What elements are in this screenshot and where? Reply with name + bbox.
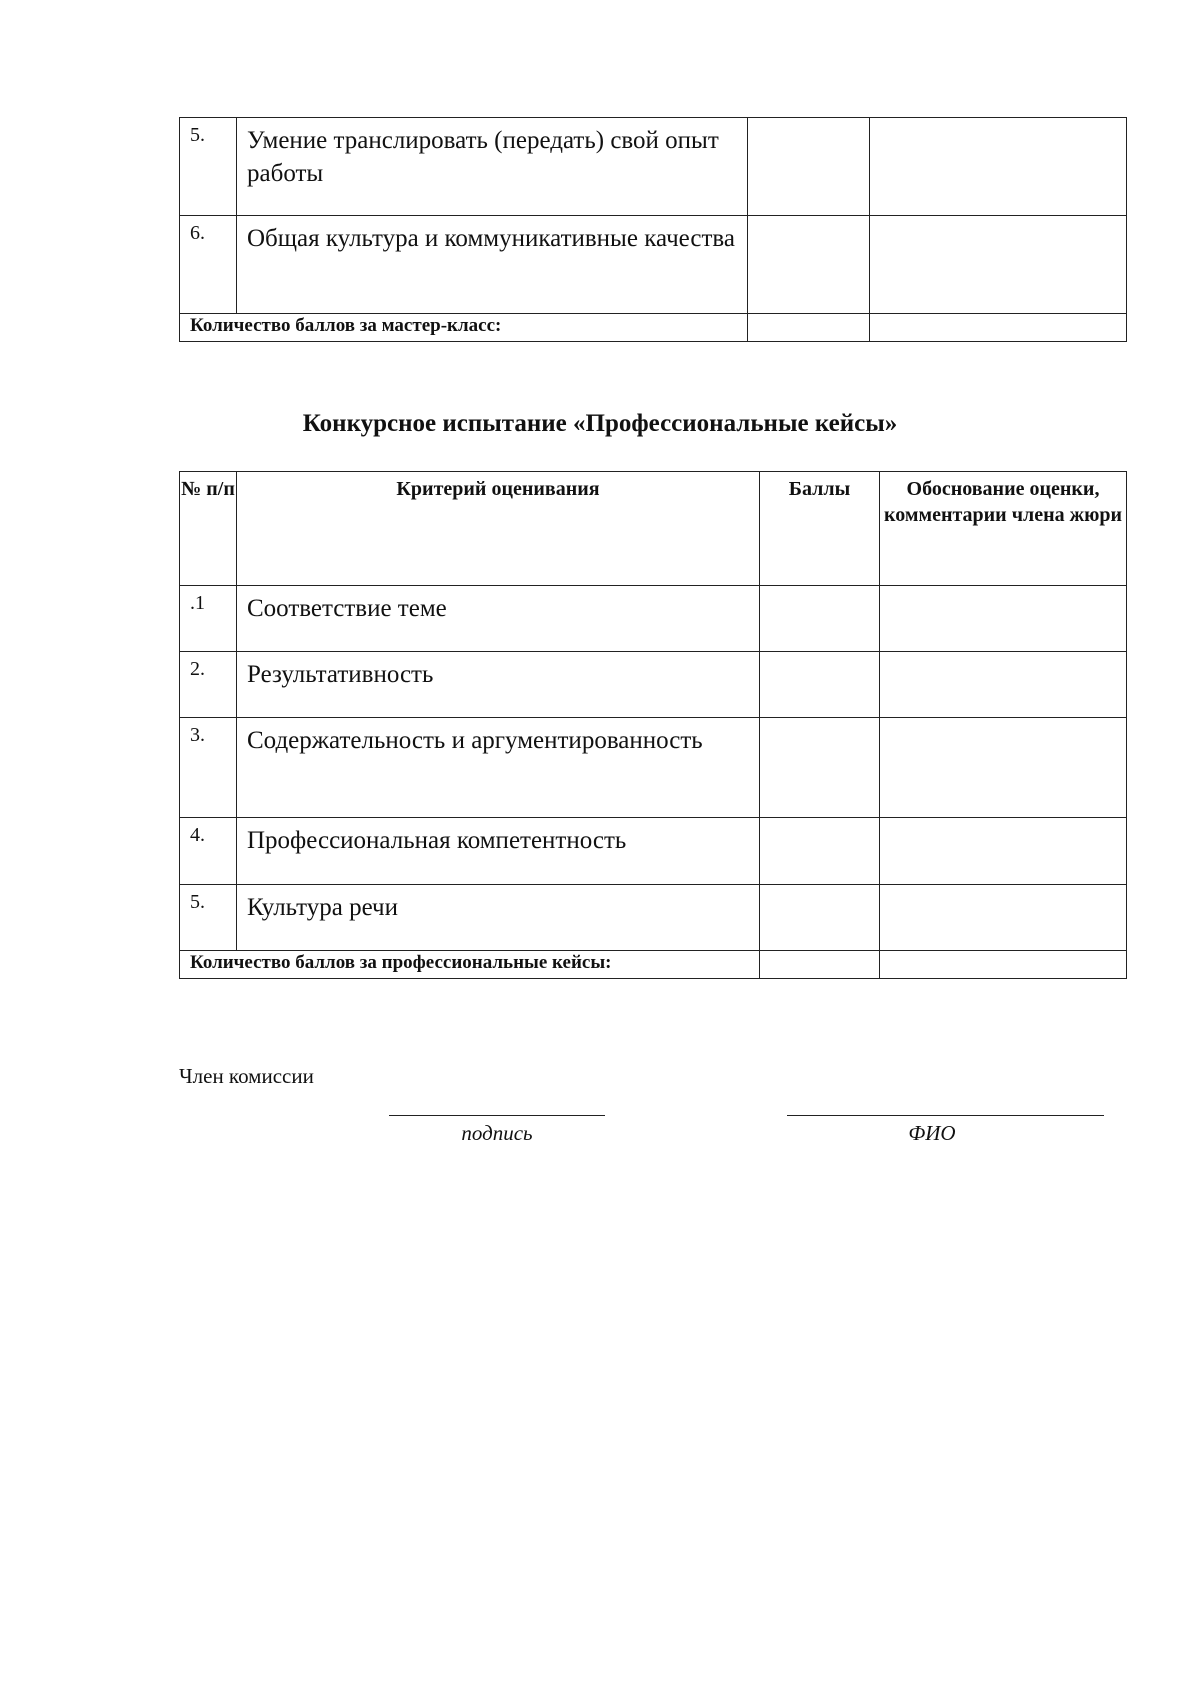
score-cell[interactable] (760, 818, 880, 885)
total-label: Количество баллов за профессиональные кейсы: (180, 951, 760, 979)
total-comment-cell[interactable] (880, 951, 1127, 979)
score-cell[interactable] (748, 216, 870, 314)
row-number: .1 (180, 586, 237, 652)
full-name-caption: ФИО (908, 1121, 956, 1145)
table-row (180, 216, 1127, 314)
commission-member-label: Член комиссии (179, 1064, 314, 1088)
row-number: 3. (180, 718, 237, 818)
score-cell[interactable] (760, 586, 880, 652)
criterion-text: Содержательность и аргументированность (237, 718, 760, 818)
header-number: № п/п (180, 472, 237, 586)
total-row (180, 314, 1127, 342)
comment-cell[interactable] (880, 586, 1127, 652)
section-title: Конкурсное испытание «Профессиональные кейсы» (302, 410, 898, 437)
table-row (180, 652, 1127, 718)
table-row (180, 718, 1127, 818)
table-row (180, 118, 1127, 216)
table-row (180, 818, 1127, 885)
header-criterion: Критерий оценивания (237, 472, 760, 586)
criterion-text: Соответствие теме (237, 586, 760, 652)
row-number: 5. (180, 118, 237, 216)
comment-cell[interactable] (880, 885, 1127, 951)
comment-cell[interactable] (880, 818, 1127, 885)
header-score: Баллы (760, 472, 880, 586)
row-number: 4. (180, 818, 237, 885)
criteria-table-professional-cases (179, 471, 1127, 979)
row-number: 6. (180, 216, 237, 314)
criterion-text: Общая культура и коммуникативные качества (237, 216, 748, 314)
row-number: 2. (180, 652, 237, 718)
comment-cell[interactable] (880, 718, 1127, 818)
comment-cell[interactable] (870, 118, 1127, 216)
criteria-table-master-class (179, 117, 1127, 342)
table-row (180, 885, 1127, 951)
signature-caption: подпись (461, 1121, 533, 1145)
table-header-row (180, 472, 1127, 586)
total-score-cell[interactable] (748, 314, 870, 342)
criterion-text: Профессиональная компетентность (237, 818, 760, 885)
comment-cell[interactable] (880, 652, 1127, 718)
score-cell[interactable] (760, 652, 880, 718)
table-row (180, 586, 1127, 652)
score-cell[interactable] (760, 885, 880, 951)
signature-line[interactable] (389, 1115, 605, 1116)
header-comment: Обоснование оценки, комментарии члена жюри (880, 472, 1127, 586)
comment-cell[interactable] (870, 216, 1127, 314)
total-score-cell[interactable] (760, 951, 880, 979)
criterion-text: Культура речи (237, 885, 760, 951)
criterion-text: Умение транслировать (передать) свой опыт работы (237, 118, 748, 216)
total-row (180, 951, 1127, 979)
row-number: 5. (180, 885, 237, 951)
score-cell[interactable] (748, 118, 870, 216)
total-label: Количество баллов за мастер-класс: (180, 314, 748, 342)
full-name-line[interactable] (787, 1115, 1104, 1116)
criterion-text: Результативность (237, 652, 760, 718)
total-comment-cell[interactable] (870, 314, 1127, 342)
score-cell[interactable] (760, 718, 880, 818)
